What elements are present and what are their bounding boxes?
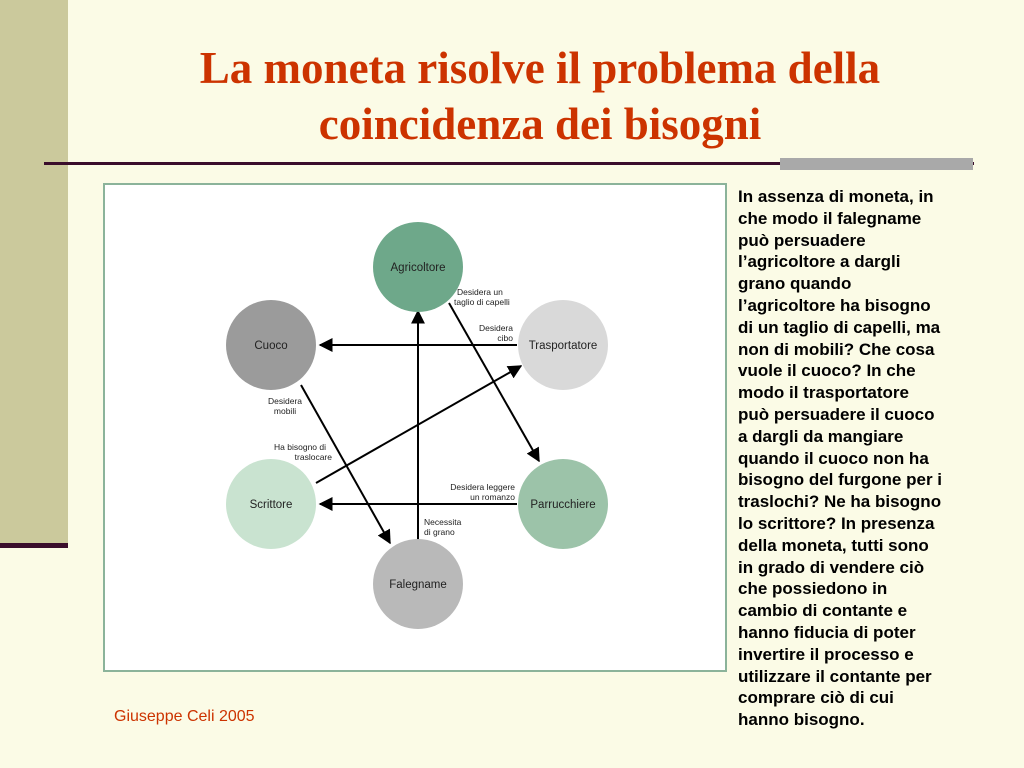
- explanation-line: che modo il falegname: [738, 208, 922, 228]
- edge-label-cibo-line-2: cibo: [497, 333, 513, 343]
- explanation-line: traslochi? Ne ha bisogno: [738, 492, 942, 512]
- edge-label-grano-line-2: di grano: [424, 527, 455, 537]
- arrow-cuoco-falegname: [301, 385, 390, 543]
- explanation-line: l’agricoltore ha bisogno: [738, 295, 931, 315]
- explanation-line: non di mobili? Che cosa: [738, 339, 935, 359]
- node-parrucchiere: [518, 459, 608, 549]
- edge-label-mobili-line-1: Desidera: [267, 396, 303, 406]
- slide-title-line-2: coincidenza dei bisogni: [318, 99, 762, 149]
- explanation-line: hanno bisogno.: [738, 710, 865, 730]
- explanation-line: quando il cuoco non ha: [738, 448, 929, 468]
- explanation-line: invertire il processo e: [738, 644, 914, 664]
- explanation-line: l’agricoltore a dargli: [738, 252, 901, 272]
- node-agricoltore: [373, 222, 463, 312]
- explanation-line: in grado di vendere ciò: [738, 557, 925, 577]
- node-scrittore: [226, 459, 316, 549]
- node-parrucchiere-label: Parrucchiere: [530, 499, 596, 511]
- edge-label-grano-line-1: Necessita: [424, 517, 462, 527]
- edge-label-cibo-line-1: Desidera: [478, 323, 513, 333]
- explanation-line: della moneta, tutti sono: [738, 535, 929, 555]
- explanation-line: lo scrittore? In presenza: [738, 513, 935, 533]
- edge-label-taglio-line-1: Desidera un: [457, 287, 503, 297]
- title-underline-accent: [780, 158, 973, 170]
- slide-title: [80, 40, 1000, 152]
- explanation-line: utilizzare il contante per: [738, 666, 932, 686]
- edge-label-traslocare-line-1: Ha bisogno di: [274, 442, 326, 452]
- explanation-line: di un taglio di capelli, ma: [738, 317, 941, 337]
- node-falegname: [373, 539, 463, 629]
- explanation-paragraph: [738, 186, 1018, 731]
- exchange-diagram: [103, 183, 727, 672]
- explanation-line: che possiedono in: [738, 579, 888, 599]
- edge-label-traslocare-line-2: traslocare: [294, 452, 332, 462]
- left-band-rule: [0, 543, 68, 548]
- explanation-line: vuole il cuoco? In che: [738, 361, 916, 381]
- node-falegname-label: Falegname: [389, 579, 447, 591]
- explanation-line: In assenza di moneta, in: [738, 187, 934, 206]
- slide-title-line-1: La moneta risolve il problema della: [199, 43, 881, 93]
- explanation-line: modo il trasportatore: [738, 383, 909, 403]
- edge-label-romanzo-line-1: Desidera leggere: [450, 482, 515, 492]
- explanation-line: cambio di contante e: [738, 601, 908, 621]
- explanation-line: bisogno del furgone per i: [738, 470, 942, 490]
- explanation-line: grano quando: [738, 274, 852, 294]
- author-footer: Giuseppe Celi 2005: [114, 708, 255, 725]
- edge-label-taglio-line-2: taglio di capelli: [454, 297, 510, 307]
- explanation-line: può persuadere: [738, 230, 866, 250]
- edge-label-romanzo-line-2: un romanzo: [470, 492, 515, 502]
- explanation-line: a dargli da mangiare: [738, 426, 904, 446]
- edge-label-mobili-line-2: mobili: [273, 406, 297, 416]
- node-agricoltore-label: Agricoltore: [390, 262, 446, 274]
- explanation-line: comprare ciò di cui: [738, 688, 894, 708]
- node-scrittore-label: Scrittore: [249, 499, 293, 511]
- node-trasportatore: [518, 300, 608, 390]
- node-cuoco: [226, 300, 316, 390]
- node-trasportatore-label: Trasportatore: [528, 340, 598, 352]
- left-decorative-band: [0, 0, 68, 545]
- explanation-line: può persuadere il cuoco: [738, 404, 935, 424]
- exchange-diagram-svg: [105, 185, 725, 670]
- explanation-line: hanno fiducia di poter: [738, 622, 916, 642]
- node-cuoco-label: Cuoco: [254, 340, 288, 352]
